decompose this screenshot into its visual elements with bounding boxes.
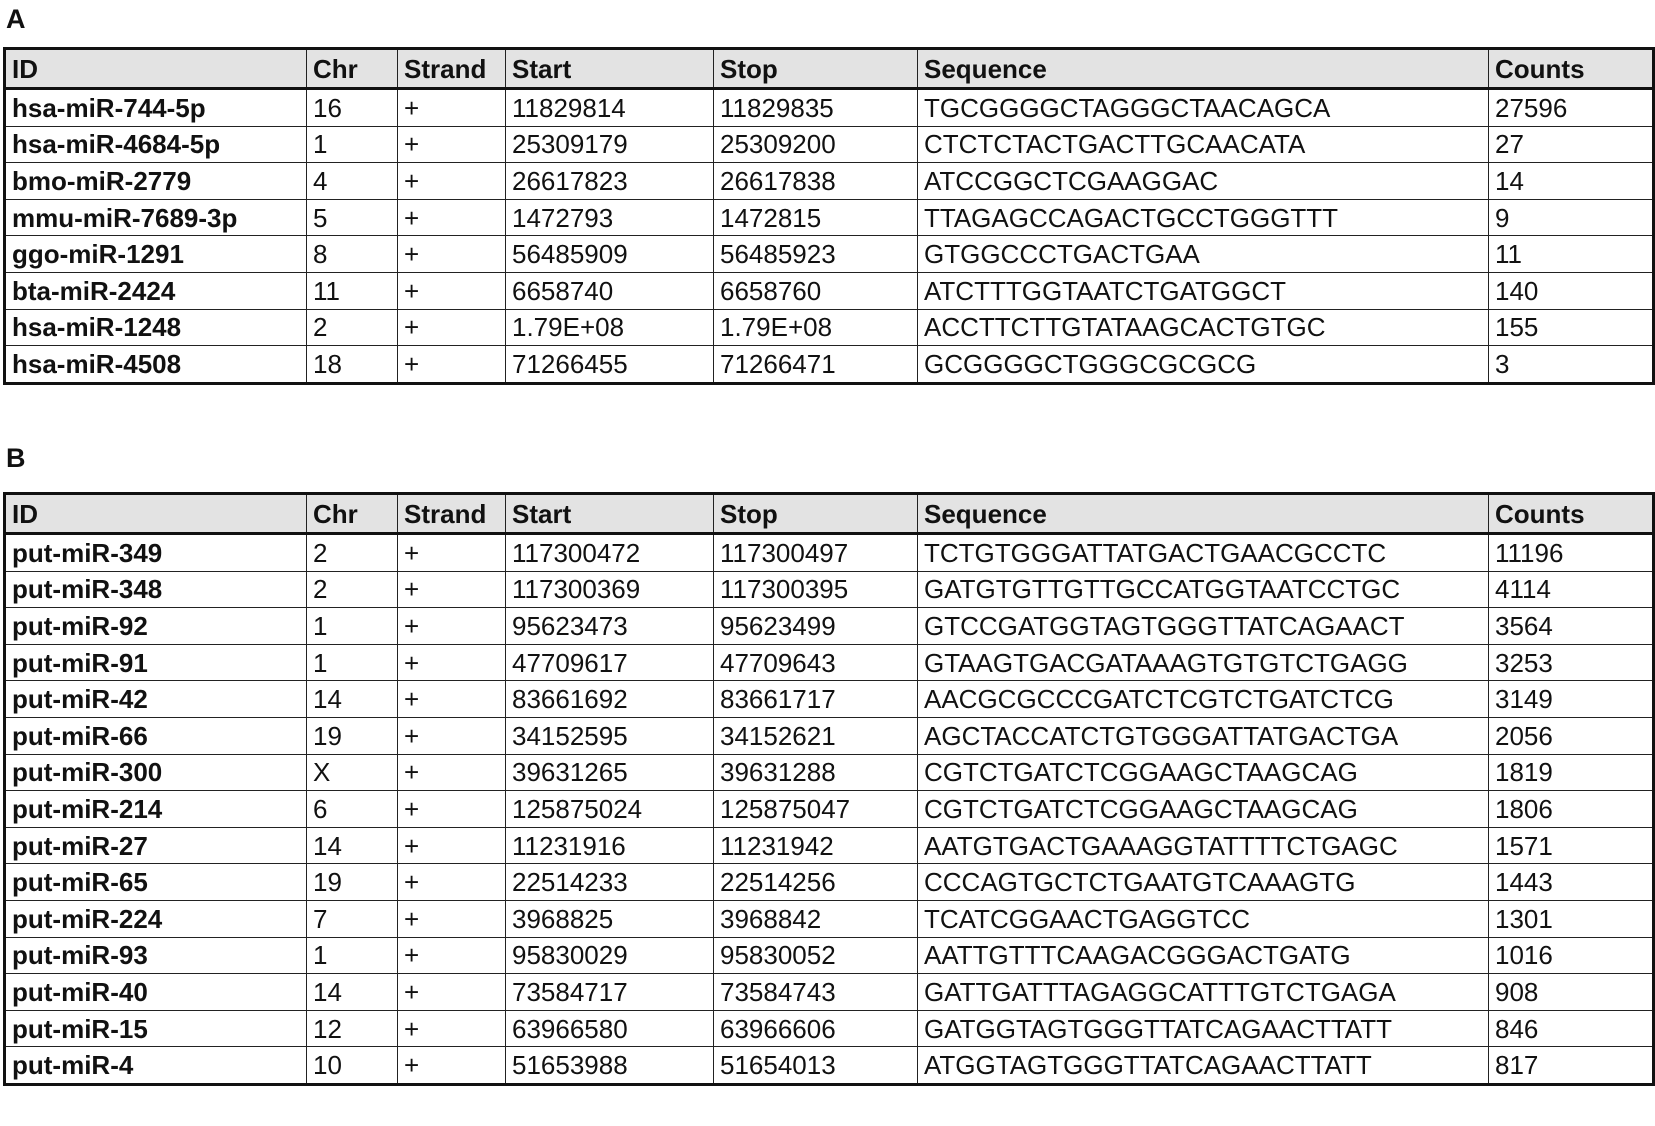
cell-id: hsa-miR-744-5p	[5, 89, 307, 127]
cell-counts: 4114	[1489, 571, 1654, 608]
cell-sequence: GATGGTAGTGGGTTATCAGAACTTATT	[918, 1010, 1489, 1047]
cell-stop: 71266471	[714, 346, 918, 384]
cell-start: 73584717	[506, 974, 714, 1011]
cell-strand: +	[398, 309, 506, 346]
table-row	[5, 163, 1654, 200]
header-stop: Stop	[714, 49, 918, 89]
header-id: ID	[5, 49, 307, 89]
cell-start: 51653988	[506, 1047, 714, 1085]
cell-start: 25309179	[506, 126, 714, 163]
cell-id: put-miR-92	[5, 608, 307, 645]
cell-strand: +	[398, 937, 506, 974]
cell-stop: 3968842	[714, 900, 918, 937]
cell-start: 83661692	[506, 681, 714, 718]
cell-sequence: AACGCGCCCGATCTCGTCTGATCTCG	[918, 681, 1489, 718]
table-row	[5, 974, 1654, 1011]
cell-start: 1472793	[506, 199, 714, 236]
cell-id: put-miR-224	[5, 900, 307, 937]
cell-chr: 2	[307, 309, 398, 346]
cell-sequence: CTCTCTACTGACTTGCAACATA	[918, 126, 1489, 163]
cell-sequence: GATGTGTTGTTGCCATGGTAATCCTGC	[918, 571, 1489, 608]
cell-stop: 56485923	[714, 236, 918, 273]
cell-sequence: GATTGATTTAGAGGCATTTGTCTGAGA	[918, 974, 1489, 1011]
table-row	[5, 346, 1654, 384]
cell-chr: 11	[307, 272, 398, 309]
cell-id: put-miR-27	[5, 827, 307, 864]
cell-id: hsa-miR-1248	[5, 309, 307, 346]
cell-strand: +	[398, 974, 506, 1011]
cell-stop: 51654013	[714, 1047, 918, 1085]
cell-id: put-miR-4	[5, 1047, 307, 1085]
cell-chr: 14	[307, 681, 398, 718]
header-sequence: Sequence	[918, 494, 1489, 534]
cell-id: ggo-miR-1291	[5, 236, 307, 273]
cell-start: 117300472	[506, 534, 714, 572]
cell-counts: 9	[1489, 199, 1654, 236]
cell-stop: 11829835	[714, 89, 918, 127]
cell-start: 39631265	[506, 754, 714, 791]
cell-chr: 4	[307, 163, 398, 200]
cell-stop: 1472815	[714, 199, 918, 236]
cell-counts: 1443	[1489, 864, 1654, 901]
table-row	[5, 644, 1654, 681]
cell-sequence: CGTCTGATCTCGGAAGCTAAGCAG	[918, 791, 1489, 828]
cell-stop: 6658760	[714, 272, 918, 309]
cell-counts: 11196	[1489, 534, 1654, 572]
header-start: Start	[506, 49, 714, 89]
cell-chr: 2	[307, 571, 398, 608]
table-row	[5, 937, 1654, 974]
header-stop: Stop	[714, 494, 918, 534]
cell-sequence: AATGTGACTGAAAGGTATTTTCTGAGC	[918, 827, 1489, 864]
cell-strand: +	[398, 534, 506, 572]
cell-id: hsa-miR-4508	[5, 346, 307, 384]
cell-id: put-miR-42	[5, 681, 307, 718]
panel-label-b: B	[6, 443, 26, 473]
cell-id: hsa-miR-4684-5p	[5, 126, 307, 163]
header-sequence: Sequence	[918, 49, 1489, 89]
cell-id: put-miR-65	[5, 864, 307, 901]
cell-id: put-miR-214	[5, 791, 307, 828]
table-row	[5, 681, 1654, 718]
header-id: ID	[5, 494, 307, 534]
header-strand: Strand	[398, 49, 506, 89]
header-row	[5, 49, 1654, 89]
cell-strand: +	[398, 644, 506, 681]
cell-counts: 27596	[1489, 89, 1654, 127]
cell-counts: 140	[1489, 272, 1654, 309]
cell-stop: 34152621	[714, 717, 918, 754]
cell-sequence: AATTGTTTCAAGACGGGACTGATG	[918, 937, 1489, 974]
cell-sequence: TCATCGGAACTGAGGTCC	[918, 900, 1489, 937]
cell-strand: +	[398, 163, 506, 200]
cell-counts: 14	[1489, 163, 1654, 200]
cell-strand: +	[398, 827, 506, 864]
cell-stop: 95830052	[714, 937, 918, 974]
cell-sequence: AGCTACCATCTGTGGGATTATGACTGA	[918, 717, 1489, 754]
cell-sequence: TCTGTGGGATTATGACTGAACGCCTC	[918, 534, 1489, 572]
cell-start: 3968825	[506, 900, 714, 937]
table-row	[5, 272, 1654, 309]
cell-chr: 12	[307, 1010, 398, 1047]
cell-strand: +	[398, 791, 506, 828]
cell-id: bmo-miR-2779	[5, 163, 307, 200]
cell-chr: 19	[307, 864, 398, 901]
table-row	[5, 126, 1654, 163]
cell-sequence: TTAGAGCCAGACTGCCTGGGTTT	[918, 199, 1489, 236]
cell-counts: 1806	[1489, 791, 1654, 828]
cell-start: 95830029	[506, 937, 714, 974]
cell-counts: 3149	[1489, 681, 1654, 718]
cell-start: 47709617	[506, 644, 714, 681]
cell-counts: 3	[1489, 346, 1654, 384]
cell-stop: 22514256	[714, 864, 918, 901]
cell-chr: 1	[307, 937, 398, 974]
cell-chr: 19	[307, 717, 398, 754]
cell-counts: 3564	[1489, 608, 1654, 645]
cell-counts: 1016	[1489, 937, 1654, 974]
cell-stop: 47709643	[714, 644, 918, 681]
cell-chr: 6	[307, 791, 398, 828]
cell-strand: +	[398, 272, 506, 309]
mirna-table-b	[3, 492, 1655, 1086]
cell-sequence: ATGGTAGTGGGTTATCAGAACTTATT	[918, 1047, 1489, 1085]
cell-chr: 1	[307, 644, 398, 681]
cell-strand: +	[398, 1010, 506, 1047]
cell-counts: 846	[1489, 1010, 1654, 1047]
cell-strand: +	[398, 236, 506, 273]
cell-id: bta-miR-2424	[5, 272, 307, 309]
cell-sequence: GCGGGGCTGGGCGCGCG	[918, 346, 1489, 384]
cell-counts: 27	[1489, 126, 1654, 163]
cell-stop: 117300497	[714, 534, 918, 572]
cell-start: 95623473	[506, 608, 714, 645]
cell-start: 11231916	[506, 827, 714, 864]
cell-id: put-miR-93	[5, 937, 307, 974]
cell-sequence: ATCCGGCTCGAAGGAC	[918, 163, 1489, 200]
cell-strand: +	[398, 900, 506, 937]
cell-stop: 26617838	[714, 163, 918, 200]
cell-counts: 1819	[1489, 754, 1654, 791]
cell-sequence: CGTCTGATCTCGGAAGCTAAGCAG	[918, 754, 1489, 791]
header-counts: Counts	[1489, 494, 1654, 534]
cell-strand: +	[398, 864, 506, 901]
cell-chr: 18	[307, 346, 398, 384]
cell-start: 125875024	[506, 791, 714, 828]
cell-counts: 155	[1489, 309, 1654, 346]
table-row	[5, 309, 1654, 346]
table-row	[5, 1010, 1654, 1047]
cell-stop: 25309200	[714, 126, 918, 163]
cell-counts: 1301	[1489, 900, 1654, 937]
cell-id: put-miR-66	[5, 717, 307, 754]
cell-start: 11829814	[506, 89, 714, 127]
cell-stop: 39631288	[714, 754, 918, 791]
cell-id: put-miR-40	[5, 974, 307, 1011]
table-row	[5, 864, 1654, 901]
mirna-table-a	[3, 47, 1655, 385]
table-row	[5, 1047, 1654, 1085]
header-counts: Counts	[1489, 49, 1654, 89]
table-row	[5, 89, 1654, 127]
cell-chr: 14	[307, 827, 398, 864]
cell-start: 34152595	[506, 717, 714, 754]
table-row	[5, 827, 1654, 864]
cell-start: 63966580	[506, 1010, 714, 1047]
cell-sequence: TGCGGGGCTAGGGCTAACAGCA	[918, 89, 1489, 127]
cell-stop: 11231942	[714, 827, 918, 864]
panel-label-a: A	[6, 4, 26, 34]
table-row	[5, 199, 1654, 236]
cell-id: mmu-miR-7689-3p	[5, 199, 307, 236]
cell-strand: +	[398, 608, 506, 645]
cell-counts: 1571	[1489, 827, 1654, 864]
header-strand: Strand	[398, 494, 506, 534]
cell-start: 56485909	[506, 236, 714, 273]
table-row	[5, 791, 1654, 828]
cell-chr: 8	[307, 236, 398, 273]
cell-chr: 1	[307, 126, 398, 163]
cell-stop: 73584743	[714, 974, 918, 1011]
cell-stop: 1.79E+08	[714, 309, 918, 346]
cell-id: put-miR-300	[5, 754, 307, 791]
cell-counts: 11	[1489, 236, 1654, 273]
cell-sequence: GTAAGTGACGATAAAGTGTGTCTGAGG	[918, 644, 1489, 681]
cell-counts: 817	[1489, 1047, 1654, 1085]
table-row	[5, 900, 1654, 937]
header-start: Start	[506, 494, 714, 534]
cell-id: put-miR-348	[5, 571, 307, 608]
cell-strand: +	[398, 681, 506, 718]
cell-strand: +	[398, 1047, 506, 1085]
cell-stop: 117300395	[714, 571, 918, 608]
cell-chr: 1	[307, 608, 398, 645]
cell-stop: 125875047	[714, 791, 918, 828]
table-row	[5, 236, 1654, 273]
table-row	[5, 608, 1654, 645]
cell-chr: 2	[307, 534, 398, 572]
cell-counts: 908	[1489, 974, 1654, 1011]
cell-chr: 10	[307, 1047, 398, 1085]
table-row	[5, 571, 1654, 608]
cell-strand: +	[398, 89, 506, 127]
cell-sequence: ACCTTCTTGTATAAGCACTGTGC	[918, 309, 1489, 346]
cell-sequence: GTGGCCCTGACTGAA	[918, 236, 1489, 273]
cell-strand: +	[398, 199, 506, 236]
cell-sequence: GTCCGATGGTAGTGGGTTATCAGAACT	[918, 608, 1489, 645]
cell-strand: +	[398, 346, 506, 384]
cell-counts: 3253	[1489, 644, 1654, 681]
cell-counts: 2056	[1489, 717, 1654, 754]
cell-sequence: CCCAGTGCTCTGAATGTCAAAGTG	[918, 864, 1489, 901]
cell-start: 117300369	[506, 571, 714, 608]
cell-stop: 95623499	[714, 608, 918, 645]
cell-start: 71266455	[506, 346, 714, 384]
cell-chr: 14	[307, 974, 398, 1011]
header-row	[5, 494, 1654, 534]
cell-start: 26617823	[506, 163, 714, 200]
header-chr: Chr	[307, 49, 398, 89]
table-row	[5, 717, 1654, 754]
header-chr: Chr	[307, 494, 398, 534]
cell-strand: +	[398, 126, 506, 163]
cell-chr: 16	[307, 89, 398, 127]
cell-chr: 5	[307, 199, 398, 236]
cell-stop: 63966606	[714, 1010, 918, 1047]
cell-start: 22514233	[506, 864, 714, 901]
cell-strand: +	[398, 571, 506, 608]
cell-sequence: ATCTTTGGTAATCTGATGGCT	[918, 272, 1489, 309]
table-row	[5, 534, 1654, 572]
cell-strand: +	[398, 754, 506, 791]
cell-stop: 83661717	[714, 681, 918, 718]
cell-chr: X	[307, 754, 398, 791]
cell-id: put-miR-349	[5, 534, 307, 572]
cell-id: put-miR-91	[5, 644, 307, 681]
cell-start: 6658740	[506, 272, 714, 309]
cell-chr: 7	[307, 900, 398, 937]
table-row	[5, 754, 1654, 791]
cell-start: 1.79E+08	[506, 309, 714, 346]
cell-id: put-miR-15	[5, 1010, 307, 1047]
cell-strand: +	[398, 717, 506, 754]
